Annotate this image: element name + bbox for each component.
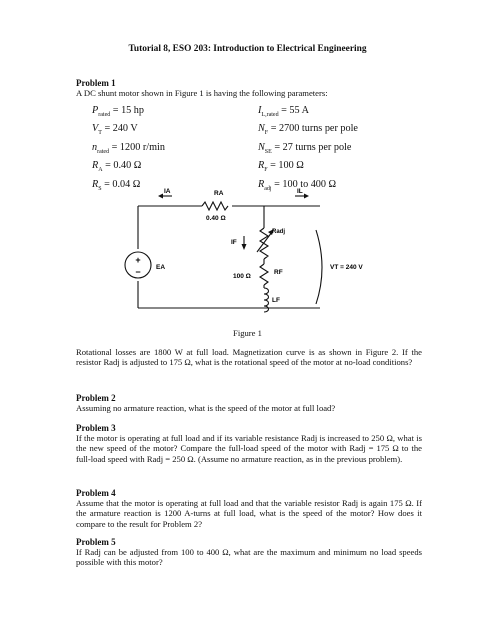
param-r-f: $R_F = 100$ Ω [258,160,304,174]
problem-4-heading: Problem 4 [76,488,116,498]
label-ra: RA [214,190,224,197]
ia-arrow-head [158,194,163,199]
parameters-left [92,104,165,196]
source-minus: − [135,267,141,277]
problem-5-heading: Problem 5 [76,537,116,547]
document-title: Tutorial 8, ESO 203: Introduction to Electrical Engineering [128,44,367,54]
param-p-rated: $P_{rated} = 15$ hp [92,105,144,119]
problem-3-heading: Problem 3 [76,423,116,433]
problem-1-body: Rotational losses are 1800 W at full load. Magnetization curve is as shown in Figure 2. If the resistor Radj is adjusted to 175 Ω, what is the rotational speed of the motor at no-load conditions? [76,347,422,368]
label-il: IL [297,188,303,195]
param-n-se: $N_{SE} = 27$ turns per pole [258,141,352,155]
adj-arrow-stem [257,232,272,252]
label-radj: Radj [272,229,286,235]
circuit-diagram [110,186,370,326]
label-ra-value: 0.40 Ω [206,215,226,222]
label-lf: LF [272,297,280,304]
label-rf: RF [274,269,283,276]
parameters-right [258,104,358,196]
label-ia: IA [164,188,171,195]
problem-4-body: Assume that the motor is operating at full load and that the variable resistor Radj is again 175 Ω. If the armature reaction is 1200 A-turns at full load, what is the speed of the motor? How does it compare to the result for Problem 2? [76,498,422,529]
label-ea: EA [156,264,166,271]
param-i-l-rated: $I_{L,rated} = 55$ A [258,105,309,119]
source-plus: + [135,255,141,265]
if-arrow-head [242,244,247,250]
label-if: IF [231,239,237,246]
problem-5-body: If Radj can be adjusted from 100 to 400 Ω, what are the maximum and minimum no load speeds possible with this motor? [76,547,422,568]
problem-1-heading: Problem 1 [76,78,116,88]
il-arrow-head [304,194,309,199]
label-vt: VT = 240 V [330,264,363,271]
param-n-f: $N_F = 2700$ turns per pole [258,123,358,137]
param-r-adj: $R_{adj} = 100$ to 400 Ω [258,178,337,192]
param-n-rated: $n_{rated} = 1200$ r/min [92,141,165,155]
problem-2-body: Assuming no armature reaction, what is the speed of the motor at full load? [76,403,336,413]
problem-1-intro: A DC shunt motor shown in Figure 1 is having the following parameters: [76,88,328,98]
problem-2-heading: Problem 2 [76,393,116,403]
label-rf-value: 100 Ω [233,273,251,280]
armature-resistor [202,202,228,210]
param-r-s: $R_S = 0.04$ Ω [92,178,141,192]
param-v-t: $V_T = 240$ V [92,123,138,137]
field-resistor [260,264,268,285]
terminal-bracket [316,230,322,304]
param-r-a: $R_A = 0.40$ Ω [92,160,142,174]
figure-caption: Figure 1 [233,328,262,338]
problem-3-body: If the motor is operating at full load and if its variable resistance Radj is increased to 250 Ω, what is the new speed of the motor? Compare the full-load speed of the motor with Radj = 175 Ω to the full-load speed with Radj = 250 Ω. (Assume no armature reaction, as in the previous problem). [76,433,422,464]
